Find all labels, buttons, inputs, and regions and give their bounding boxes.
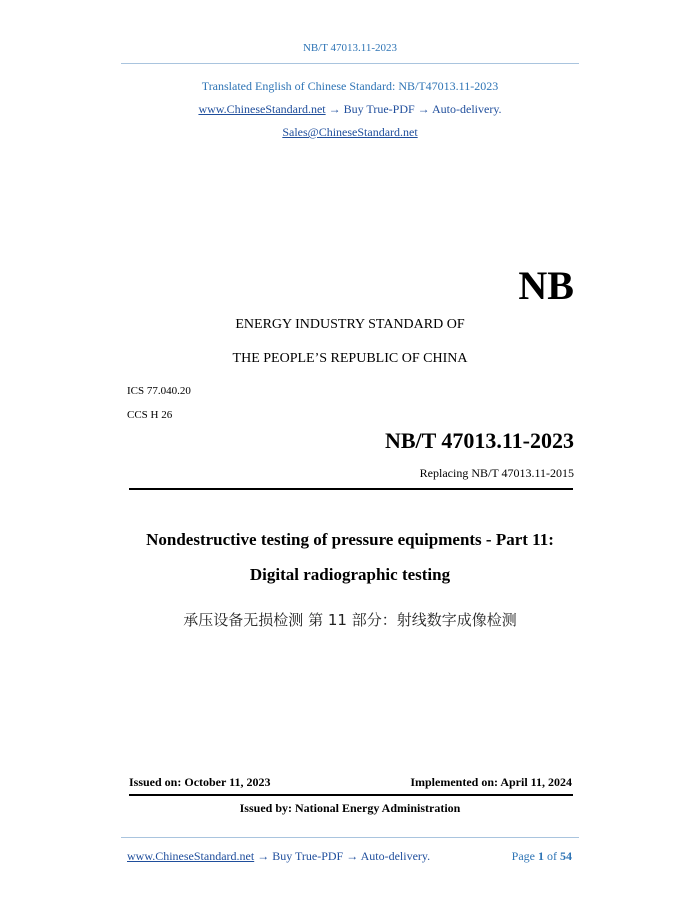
english-title-line-1: Nondestructive testing of pressure equipments - Part 11: [146,530,554,549]
page-total: 54 [560,849,572,863]
header-site-link[interactable]: www.ChineseStandard.net [198,102,326,116]
header-standard-code: NB/T 47013.11-2023 [302,42,398,54]
footer-promo-line [127,849,430,864]
arrow-right-icon: → [417,102,430,116]
issue-divider [129,794,573,796]
issued-by: Issued by: National Energy Administration [239,801,461,815]
footer-divider [121,837,579,838]
arrow-right-icon: → [346,849,359,863]
header-auto-text: Auto-delivery. [432,102,502,116]
of-label: of [547,849,557,863]
standard-of-line-1: ENERGY INDUSTRY STANDARD OF [235,317,465,332]
standard-of-line-2: THE PEOPLE’S REPUBLIC OF CHINA [232,351,468,366]
footer-buy-text: Buy True-PDF [272,849,344,863]
footer-auto-text: Auto-delivery. [360,849,431,863]
arrow-right-icon: → [257,849,270,863]
header-buy-text: Buy True-PDF [343,102,415,116]
title-divider [129,488,573,490]
english-title-line-2: Digital radiographic testing [249,565,451,584]
implemented-on-date: Implemented on: April 11, 2024 [410,775,572,789]
chinese-title: 承压设备无损检测 第 11 部分：射线数字成像检测 [183,611,517,629]
footer-site-link[interactable]: www.ChineseStandard.net [127,849,255,863]
page-number: 1 [538,849,544,863]
ics-code: ICS 77.040.20 [127,385,191,397]
page-indicator [512,849,572,864]
header-divider [121,63,579,64]
ccs-code: CCS H 26 [127,409,173,421]
replacing-note: Replacing NB/T 47013.11-2015 [419,466,574,480]
header-email-line [0,125,700,140]
nb-logo: NB [518,263,574,308]
sales-email-link[interactable]: Sales@ChineseStandard.net [282,125,418,139]
arrow-right-icon: → [328,102,341,116]
translation-notice: Translated English of Chinese Standard: NB/T47013.11-2023 [201,79,499,93]
header-promo-line [0,102,700,117]
page-label: Page [511,849,535,863]
issued-on-date: Issued on: October 11, 2023 [129,775,271,789]
document-number: NB/T 47013.11-2023 [384,428,574,453]
